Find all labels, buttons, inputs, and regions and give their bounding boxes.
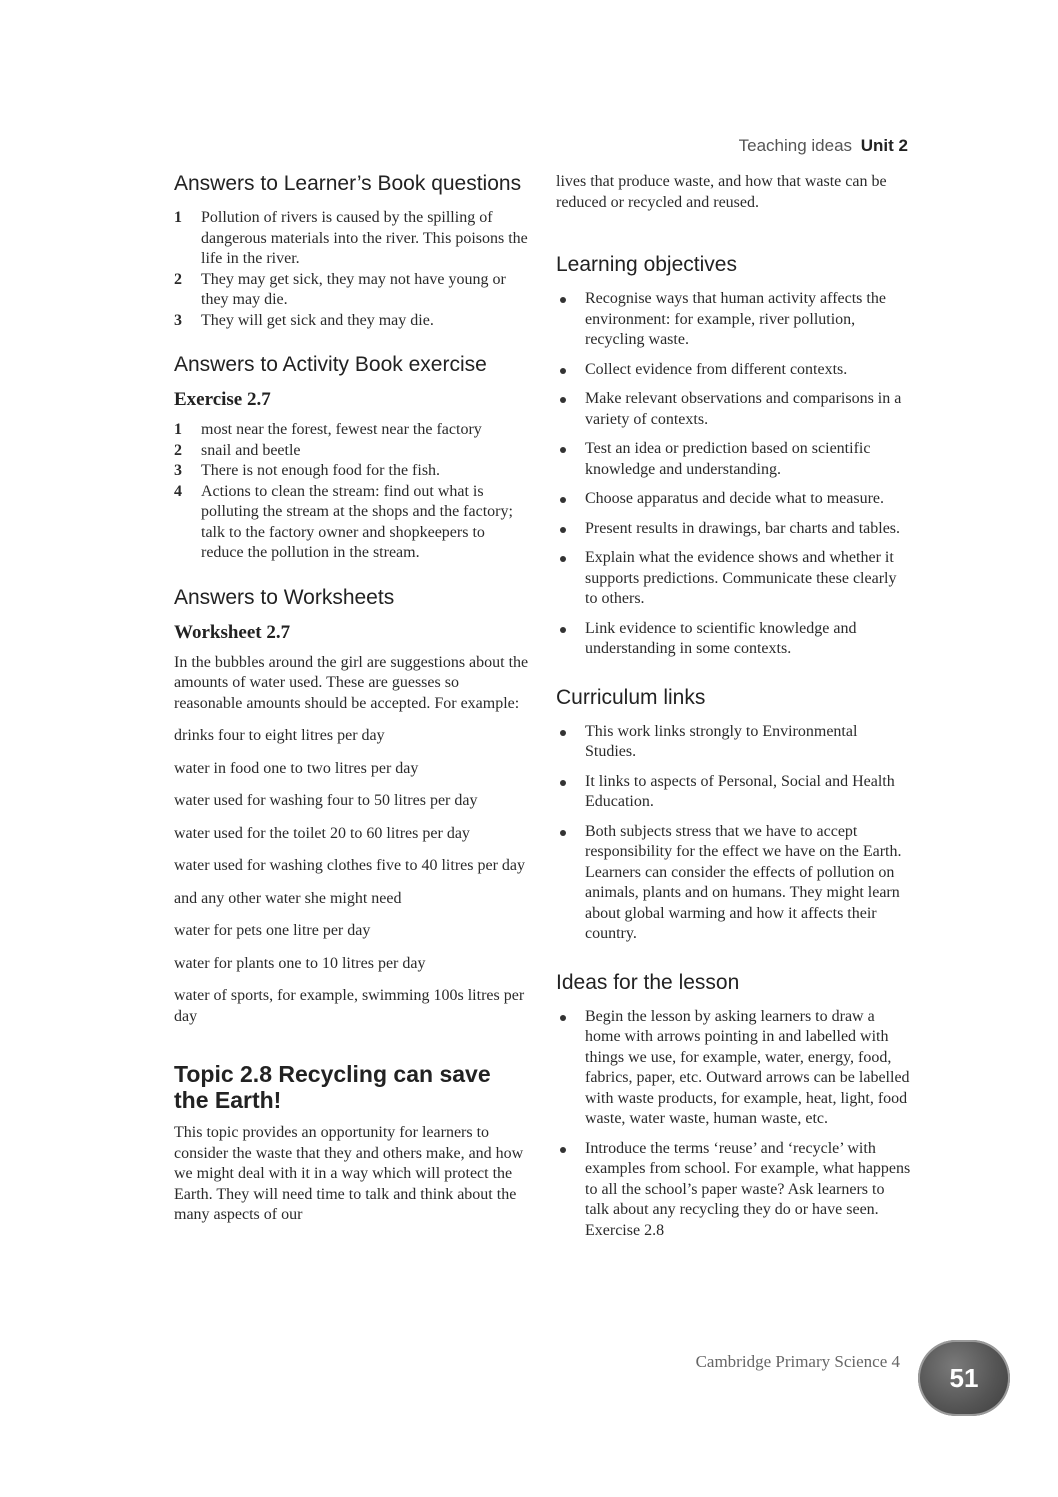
list-item: Choose apparatus and decide what to measure. <box>556 489 912 510</box>
page-number: 51 <box>949 1363 979 1393</box>
list-item: 2 snail and beetle <box>174 441 301 459</box>
list-item: 4 Actions to clean the stream: find out what is polluting the stream at the shops and the factory; talk to the factory owner and shopkeepers to reduce the pollution in the stream. <box>174 482 513 561</box>
exercise-title: Exercise 2.7 <box>174 389 271 410</box>
continuation-paragraph: lives that produce waste, and how that waste can be reduced or recycled and reused. <box>556 173 887 211</box>
paragraph: water in food one to two litres per day <box>174 759 419 777</box>
list-item: 1 Pollution of rivers is caused by the spilling of dangerous materials into the river. This poisons the life in the river. <box>174 209 528 267</box>
list-item: 3 There is not enough food for the fish. <box>174 462 441 479</box>
heading-learners-book: Answers to Learner’s Book questions <box>174 172 522 195</box>
paragraph: water used for washing clothes five to 40 litres per day <box>174 857 526 874</box>
running-head-section: Teaching ideas <box>738 136 853 155</box>
list-item: This work links strongly to Environmental Studies. <box>556 722 912 763</box>
lesson-ideas-list <box>556 1007 912 1242</box>
paragraph: water used for the toilet 20 to 60 litres per day <box>174 824 470 842</box>
paragraph: water for plants one to 10 litres per day <box>174 954 426 972</box>
running-head <box>739 136 908 156</box>
heading-learning-objectives: Learning objectives <box>556 253 737 276</box>
paragraph: drinks four to eight litres per day <box>174 727 385 744</box>
topic-title: Topic 2.8 Recycling can save the Earth! <box>174 1061 491 1113</box>
exercise-answers <box>174 420 530 564</box>
list-item: Introduce the terms ‘reuse’ and ‘recycle’ with examples from school. For example, what happens to all the school’s paper waste? Ask learners to talk about any recycling they do or have seen. Exercise 2.8 <box>556 1139 912 1242</box>
heading-ideas-for-lesson: Ideas for the lesson <box>556 970 740 994</box>
topic-intro: This topic provides an opportunity for learners to consider the waste that they and others make, and how we might deal with it in a way which will protect the Earth. They will need time to talk and think about the many aspects of our <box>174 1124 524 1223</box>
heading-worksheets: Answers to Worksheets <box>174 585 395 609</box>
list-item: Present results in drawings, bar charts and tables. <box>556 519 912 540</box>
list-item: Make relevant observations and comparisons in a variety of contexts. <box>556 389 912 430</box>
list-item: 1 most near the forest, fewest near the factory <box>174 421 482 438</box>
learning-objectives-list <box>556 289 912 660</box>
worksheet-answers <box>174 653 530 1028</box>
list-item: Collect evidence from different contexts. <box>556 360 912 381</box>
paragraph: water of sports, for example, swimming 100s litres per day <box>174 987 525 1025</box>
list-item: 2 They may get sick, they may not have young or they may die. <box>174 270 506 308</box>
curriculum-links-list <box>556 722 912 945</box>
list-item: 3 They will get sick and they may die. <box>174 311 434 329</box>
list-item: Both subjects stress that we have to accept responsibility for the effect we have on the Earth. Learners can consider the effects of pollution on animals, plants and on humans. They might learn about global warming and how it affects their country. <box>556 822 912 945</box>
running-head-unit: Unit 2 <box>860 136 908 155</box>
learners-book-answers <box>174 208 530 331</box>
paragraph: In the bubbles around the girl are suggestions about the amounts of water used. These are guesses so reasonable amounts should be accepted. For example: <box>174 653 529 712</box>
list-item: Explain what the evidence shows and whether it supports predictions. Communicate these clearly to others. <box>556 548 912 610</box>
list-item: Begin the lesson by asking learners to draw a home with arrows pointing in and labelled with things we use, for example, water, energy, food, fabrics, paper, etc. Outward arrows can be labelled with waste products, for example, heat, light, food waste, water waste, human waste, etc. <box>556 1007 912 1130</box>
paragraph: and any other water she might need <box>174 889 402 907</box>
paragraph: water for pets one litre per day <box>174 922 371 939</box>
worksheet-title: Worksheet 2.7 <box>174 621 291 643</box>
left-column <box>174 172 530 1238</box>
list-item: It links to aspects of Personal, Social and Health Education. <box>556 772 912 813</box>
footer-book-title: Cambridge Primary Science 4 <box>695 1352 900 1371</box>
list-item: Recognise ways that human activity affects the environment: for example, river pollution, recycling waste. <box>556 289 912 351</box>
list-item: Link evidence to scientific knowledge and understanding in some contexts. <box>556 619 912 660</box>
heading-curriculum-links: Curriculum links <box>556 685 706 709</box>
right-column <box>556 172 912 1267</box>
list-item: Test an idea or prediction based on scientific knowledge and understanding. <box>556 439 912 480</box>
paragraph: water used for washing four to 50 litres per day <box>174 792 478 809</box>
heading-activity-book: Answers to Activity Book exercise <box>174 353 487 376</box>
